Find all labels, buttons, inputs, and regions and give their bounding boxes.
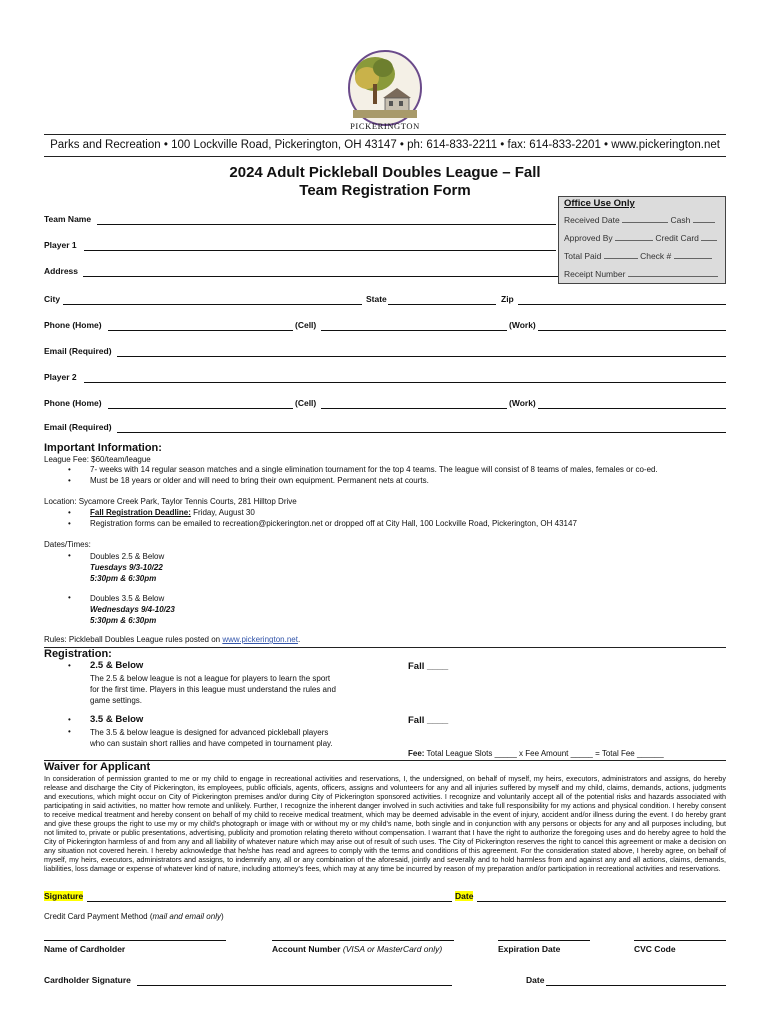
account-number-field[interactable] <box>272 940 454 941</box>
bullet-dot: • <box>68 593 71 602</box>
cardholder-name-label: Name of Cardholder <box>44 944 126 954</box>
registration-divider <box>44 647 726 648</box>
cash-field[interactable] <box>693 222 715 223</box>
signature-label: Signature <box>44 891 84 901</box>
office-receipt-row <box>564 269 718 279</box>
doubles-25-day: Tuesdays 9/3-10/22 <box>90 563 163 572</box>
deadline-value: Friday, August 30 <box>193 508 255 517</box>
credit-card-field[interactable] <box>701 240 717 241</box>
dates-times-label: Dates/Times: <box>44 540 91 549</box>
waiver-date-label: Date <box>455 891 474 901</box>
bullet-dot: • <box>68 465 71 474</box>
deadline-label: Fall Registration Deadline: <box>90 508 191 517</box>
account-number-note: (VISA or MasterCard only) <box>342 944 443 954</box>
league-fee: League Fee: $60/team/league <box>44 455 151 464</box>
cardholder-name-field[interactable] <box>44 940 226 941</box>
league-35-desc-2: who can sustain short rallies and have competed in tournament play. <box>90 739 333 748</box>
team-name-field[interactable] <box>97 224 556 225</box>
player2-label: Player 2 <box>44 372 77 382</box>
zip-label: Zip <box>501 294 514 304</box>
waiver-heading: Waiver for Applicant <box>44 761 151 773</box>
location: Location: Sycamore Creek Park, Taylor Tennis Courts, 281 Hilltop Drive <box>44 497 297 506</box>
info-bullet-1: 7- weeks with 14 regular season matches and a single elimination tournament for the top 4 teams. The league will consist of 8 teams of males, females or co-ed. <box>90 465 658 474</box>
check-field[interactable] <box>674 258 712 259</box>
fall-25-checkbox[interactable]: Fall ____ <box>408 661 449 672</box>
league-25-desc-1: The 2.5 & below league is not a league for players to learn the sport <box>90 674 331 683</box>
header-divider <box>44 134 726 135</box>
waiver-date-field[interactable] <box>477 901 726 902</box>
fee-text: Total League Slots _____ x Fee Amount _____ = Total Fee ______ <box>426 749 664 758</box>
address-label: Address <box>44 266 79 276</box>
office-approved-row <box>564 233 717 243</box>
player1-label: Player 1 <box>44 240 77 250</box>
zip-field[interactable] <box>518 304 726 305</box>
doubles-25-time: 5:30pm & 6:30pm <box>90 574 157 583</box>
doubles-35-title: Doubles 3.5 & Below <box>90 594 165 603</box>
emailed-info: Registration forms can be emailed to recreation@pickerington.net or dropped off at City Hall, 100 Lockville Road, Pickerington, OH 43147 <box>90 519 577 528</box>
account-number-label <box>272 944 442 954</box>
payment-method-prefix: Credit Card Payment Method ( <box>44 912 153 921</box>
title-line-1: 2024 Adult Pickleball Doubles League – Fall <box>229 164 541 181</box>
player2-phone-home-label: Phone (Home) <box>44 398 102 408</box>
title-line-2: Team Registration Form <box>299 182 471 199</box>
rules-line <box>44 635 300 644</box>
bullet-dot: • <box>68 551 71 560</box>
total-paid-label: Total Paid <box>564 251 602 261</box>
player1-work-label: (Work) <box>509 320 536 330</box>
receipt-number-field[interactable] <box>628 276 718 277</box>
player1-cell-field[interactable] <box>321 330 507 331</box>
fee-calculation <box>408 749 664 758</box>
city-field[interactable] <box>63 304 362 305</box>
player1-email-label: Email (Required) <box>44 346 112 356</box>
rules-prefix: Rules: Pickleball Doubles League rules posted on <box>44 635 223 644</box>
bullet-dot: • <box>68 727 71 736</box>
player2-cell-field[interactable] <box>321 408 507 409</box>
league-25-title: 2.5 & Below <box>90 660 144 671</box>
team-name-label: Team Name <box>44 214 92 224</box>
cardholder-signature-field[interactable] <box>137 985 452 986</box>
rules-suffix: . <box>297 635 301 644</box>
payment-method-italic: mail and email only <box>152 912 221 921</box>
receipt-number-label: Receipt Number <box>564 269 626 279</box>
player1-phone-home-label: Phone (Home) <box>44 320 102 330</box>
bullet-dot: • <box>68 508 71 517</box>
received-date-label: Received Date <box>564 215 620 225</box>
credit-card-label: Credit Card <box>655 233 699 243</box>
logo-text: PICKERINGTON <box>350 121 420 131</box>
league-35-desc-1: The 3.5 & below league is designed for advanced pickleball players <box>90 728 329 737</box>
rules-link[interactable]: www.pickerington.net <box>222 635 298 644</box>
contact-line: Parks and Recreation • 100 Lockville Road, Pickerington, OH 43147 • ph: 614-833-2211 • fax: 614-833-2201 • www.pickerington.net <box>50 139 720 151</box>
bullet-dot: • <box>68 519 71 528</box>
doubles-25-schedule <box>90 551 164 584</box>
info-bullet-2: Must be 18 years or older and will need to bring their own equipment. Permanent nets at courts. <box>90 476 429 485</box>
bullet-dot: • <box>68 661 71 670</box>
player2-email-label: Email (Required) <box>44 422 112 432</box>
player1-email-field[interactable] <box>117 356 726 357</box>
state-label: State <box>366 294 387 304</box>
fee-label: Fee: <box>408 749 425 758</box>
cash-label: Cash <box>670 215 691 225</box>
league-25-desc-3: game settings. <box>90 696 143 705</box>
player1-cell-label: (Cell) <box>295 320 317 330</box>
bullet-dot: • <box>68 476 71 485</box>
cardholder-signature-label: Cardholder Signature <box>44 975 131 985</box>
city-seal-logo <box>345 48 425 130</box>
state-field[interactable] <box>388 304 496 305</box>
account-number-text: Account Number <box>272 944 341 954</box>
player2-field[interactable] <box>84 382 726 383</box>
address-field[interactable] <box>83 276 558 277</box>
office-total-row <box>564 251 712 261</box>
player2-email-field[interactable] <box>117 432 726 433</box>
player2-work-label: (Work) <box>509 398 536 408</box>
payment-date-field[interactable] <box>546 985 726 986</box>
doubles-35-day: Wednesdays 9/4-10/23 <box>90 605 175 614</box>
office-use-title: Office Use Only <box>564 198 635 209</box>
city-label: City <box>44 294 61 304</box>
player1-phone-home-field[interactable] <box>108 330 293 331</box>
payment-date-label: Date <box>526 975 545 985</box>
registration-heading: Registration: <box>44 648 112 660</box>
cvc-field[interactable] <box>634 940 726 941</box>
header-divider-bottom <box>44 156 726 157</box>
payment-method <box>44 912 224 921</box>
league-25-desc-2: for the first time. Players in this league must understand the rules and <box>90 685 336 694</box>
league-35-title: 3.5 & Below <box>90 714 144 725</box>
player1-field[interactable] <box>84 250 556 251</box>
league-35-description <box>90 727 333 749</box>
league-25-description <box>90 673 336 706</box>
approved-by-label: Approved By <box>564 233 613 243</box>
doubles-35-schedule <box>90 593 175 626</box>
doubles-35-time: 5:30pm & 6:30pm <box>90 616 157 625</box>
check-label: Check # <box>640 251 672 261</box>
fall-35-checkbox[interactable]: Fall ____ <box>408 715 449 726</box>
player2-phone-home-field[interactable] <box>108 408 293 409</box>
player2-cell-label: (Cell) <box>295 398 317 408</box>
doubles-25-title: Doubles 2.5 & Below <box>90 552 165 561</box>
bullet-dot: • <box>68 715 71 724</box>
received-date-field[interactable] <box>622 222 668 223</box>
office-received-row <box>564 215 715 225</box>
deadline-row <box>90 508 255 517</box>
important-info-heading: Important Information: <box>44 442 162 454</box>
cvc-label: CVC Code <box>634 944 676 954</box>
payment-method-suffix: ) <box>220 912 224 921</box>
signature-field[interactable] <box>87 901 452 902</box>
form-title <box>44 164 726 200</box>
player1-work-field[interactable] <box>538 330 726 331</box>
approved-by-field[interactable] <box>615 240 653 241</box>
waiver-text: In consideration of permission granted to me or my child to engage in recreational activities and reservations, I, the undersigned, on behalf of myself, my heirs, executors, administrators and assigns, do hereby release and discharge the City of Pickerington, its employees, public officials, agents, officers, assigns and volunteers for any and all injuries suffered by myself and my child, claims, demands, actions, judgments and executions, which might occur on City of Pickerington premises and/or during City of Pickerington sponsored activities. I recognize and voluntarily accept all of the potential risks and hazards associated with participating in said activities, no matter how remote and unlikely. Further, I recognize the inherent danger involved in such activities and take full responsibility for my actions and physical condition. I hereby consent to receive medical treatment and hereby consent on behalf of my child to receive medical treatment, which may be deemed advisable in the event of injury, accident and/or illness during the event. I do hereby grant and give these groups the right to use my or my child's photograph or image with or without my or my child's name, both single and in conjunction with any persons or objects for any and all purposes including, but not limited to, private or public presentations, advertising, publicity and promotion relating thereto without compensation. I warrant that I have the right to authorize the foregoing uses and do hereby agree to hold the City of Pickerington harmless of and from any and all liability of whatever nature which may arise out of result of such uses. The City of Pickerington reserves the right to cancel this agreement or make a decision on any situation not covered herein. I hereby acknowledge that he/she has read and agrees to comply with the terms and conditions of this agreement. For the consideration stated above, I hereby agree, on behalf of myself, my heirs, executors, administrators and assigns, to indemnify any, all or any combination of the aforesaid, jointly and severally and to hold harmless from and against any and all actions, claims, demands, liabilities, loss damage or expense of whatever kind of nature, including attorney's fees, which may at any time be incurred by reason of my preparation and/or participation in recreational activities and reservations. <box>44 774 726 873</box>
office-use-box <box>558 196 726 284</box>
player2-work-field[interactable] <box>538 408 726 409</box>
total-paid-field[interactable] <box>604 258 638 259</box>
expiration-field[interactable] <box>498 940 590 941</box>
expiration-label: Expiration Date <box>498 944 561 954</box>
